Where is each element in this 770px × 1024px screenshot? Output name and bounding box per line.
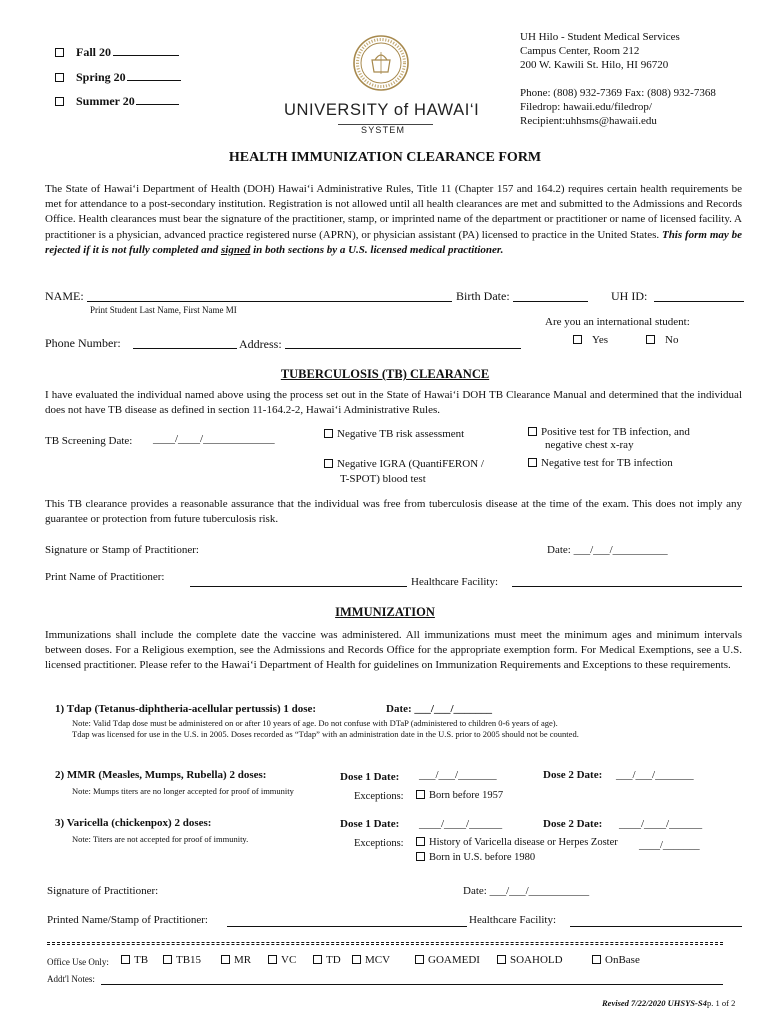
- mmr-dose1-label: Dose 1 Date:: [340, 771, 400, 783]
- imm-heading: IMMUNIZATION: [335, 605, 435, 619]
- history-varicella-date[interactable]: ____/_______: [639, 840, 700, 851]
- tb-opt-negative-risk[interactable]: [324, 428, 464, 440]
- tb-screening-label: TB Screening Date:: [45, 435, 133, 447]
- tb-assurance: This TB clearance provides a reasonable assurance that the individual was free from tuberculosis disease at the time of the exam. This does not imply any guarantee or protection from future tuberculosis risk.: [45, 498, 742, 526]
- summer-checkbox[interactable]: [55, 97, 64, 106]
- name-hint: Print Student Last Name, First Name MI: [90, 305, 237, 315]
- summer-label: Summer 20: [76, 94, 135, 108]
- office-onbase-checkbox[interactable]: [592, 955, 601, 964]
- office-use-label: Office Use Only:: [47, 957, 109, 967]
- tdap-date[interactable]: Date: ___/___/_______: [386, 703, 493, 715]
- born-1957-label: Born before 1957: [429, 790, 504, 801]
- name-field[interactable]: [87, 301, 452, 302]
- intl-question: Are you an international student:: [545, 316, 690, 328]
- imm-printed-name-label: Printed Name/Stamp of Practitioner:: [47, 914, 208, 926]
- office-td[interactable]: TD: [313, 954, 341, 966]
- contact-line-3: 200 W. Kawili St. Hilo, HI 96720: [520, 59, 669, 71]
- intro-emphasis-signed: signed: [220, 243, 251, 256]
- mmr-dose2-date[interactable]: ___/___/_______: [616, 769, 694, 781]
- history-varicella-option[interactable]: [416, 837, 618, 848]
- positive-test-label-2: negative chest x-ray: [545, 439, 634, 451]
- imm-facility-label: Healthcare Facility:: [469, 914, 557, 926]
- fall-checkbox[interactable]: [55, 48, 64, 57]
- intro-emphasis-2: in both sections by a U.S. licensed medical practitioner.: [250, 243, 504, 256]
- tb-print-name-field[interactable]: [190, 586, 407, 587]
- spring-checkbox[interactable]: [55, 73, 64, 82]
- tb-screening-date[interactable]: ____/____/_____________: [153, 433, 275, 445]
- intl-no-checkbox[interactable]: [646, 335, 655, 344]
- tb-signature-label: Signature or Stamp of Practitioner:: [45, 544, 199, 556]
- office-mr[interactable]: MR: [221, 954, 251, 966]
- tdap-note-2: Tdap was licensed for use in the U.S. in 2005. Doses recorded as “Tdap” with an administration date in the U.S. prior to 2005 should not be counted.: [72, 729, 579, 739]
- office-vc-checkbox[interactable]: [268, 955, 277, 964]
- form-title: HEALTH IMMUNIZATION CLEARANCE FORM: [228, 150, 542, 165]
- mmr-dose2-label: Dose 2 Date:: [543, 769, 603, 781]
- term-summer[interactable]: [55, 94, 179, 109]
- office-mcv-checkbox[interactable]: [352, 955, 361, 964]
- tb-print-name-label: Print Name of Practitioner:: [45, 571, 165, 583]
- var-dose1-label: Dose 1 Date:: [340, 818, 400, 830]
- imm-date[interactable]: Date: ___/___/___________: [463, 885, 590, 897]
- var-dose2-date[interactable]: ____/____/______: [619, 818, 703, 830]
- intro-text: The State of Hawai‘i Department of Health (DOH) Hawai‘i Administrative Rules, Title 11 (Chapter 157 and 164.2) requires certain health requirements be met for attendance to a post-secondary institution. Registration is not allowed until all health clearances are met and submitted to the Admissions and Records Office. Health clearances must bear the signature of the practitioner, stamp, or imprinted name of the department or practitioner or name of licensed facility. A practitioner is a physician, advanced practice registered nurse (APRN), or physician assistant (PA) licensed to practice in the United States.: [45, 183, 742, 241]
- office-tb-checkbox[interactable]: [121, 955, 130, 964]
- negative-risk-checkbox[interactable]: [324, 429, 333, 438]
- address-label: Address:: [239, 337, 282, 351]
- tb-opt-igra[interactable]: [324, 457, 484, 487]
- negative-test-checkbox[interactable]: [528, 458, 537, 467]
- phone-field[interactable]: [133, 348, 237, 349]
- contact-block: [520, 30, 716, 128]
- positive-test-checkbox[interactable]: [528, 427, 537, 436]
- summer-year-field[interactable]: [136, 94, 179, 105]
- imm-printed-name-field[interactable]: [227, 926, 467, 927]
- intro-emphasis-1: This form may be rejected if it is not fully completed and: [45, 228, 742, 256]
- office-onbase[interactable]: OnBase: [592, 954, 640, 966]
- university-seal-icon: [352, 30, 410, 96]
- history-varicella-label: History of Varicella disease or Herpes Zoster: [429, 837, 618, 848]
- office-goamedi[interactable]: GOAMEDI: [415, 954, 480, 966]
- birth-date-label: Birth Date:: [456, 289, 510, 303]
- varicella-note: Note: Titers are not accepted for proof of immunity.: [72, 834, 249, 844]
- igra-label-2: T-SPOT) blood test: [340, 473, 426, 485]
- contact-filedrop: Filedrop: hawaii.edu/filedrop/: [520, 101, 652, 113]
- var-dose1-date[interactable]: ____/____/______: [419, 818, 503, 830]
- fall-year-field[interactable]: [113, 45, 179, 56]
- var-dose2-label: Dose 2 Date:: [543, 818, 603, 830]
- uh-id-field[interactable]: [654, 301, 744, 302]
- imm-facility-field[interactable]: [570, 926, 742, 927]
- igra-label: Negative IGRA (QuantiFERON /: [337, 458, 484, 470]
- term-fall[interactable]: [55, 45, 179, 60]
- office-goamedi-checkbox[interactable]: [415, 955, 424, 964]
- born-1980-checkbox[interactable]: [416, 852, 425, 861]
- born-1957-checkbox[interactable]: [416, 790, 425, 799]
- contact-line-2: Campus Center, Room 212: [520, 45, 640, 57]
- imm-signature-label: Signature of Practitioner:: [47, 885, 159, 897]
- intro-paragraph: [45, 182, 742, 258]
- phone-label: Phone Number:: [45, 336, 121, 350]
- imm-paragraph: Immunizations shall include the complete date the vaccine was administered. All immunizations must meet the minimum ages and minimum intervals between doses. For a Religious exemption, see the Admissions and Records Office for the appropriate exemption form. For Medical Exemptions, see a U.S. licensed practitioner. Please refer to the Hawai‘i Department of Health for guidelines on Immunization Requirements and Exceptions to these requirements.: [45, 629, 742, 672]
- igra-checkbox[interactable]: [324, 459, 333, 468]
- positive-test-label: Positive test for TB infection, and: [541, 426, 690, 438]
- var-exceptions-label: Exceptions:: [354, 838, 404, 849]
- office-notes-label: Addt'l Notes:: [47, 974, 95, 984]
- mmr-exceptions-label: Exceptions:: [354, 791, 404, 802]
- tdap-note-1: Note: Valid Tdap dose must be administered on or after 10 years of age. Do not confuse with DTaP (administered to children 0-6 years of age).: [72, 718, 558, 728]
- office-td-checkbox[interactable]: [313, 955, 322, 964]
- office-vc[interactable]: VC: [268, 954, 296, 966]
- uh-id-label: UH ID:: [611, 289, 648, 303]
- office-soahold[interactable]: SOAHOLD: [497, 954, 563, 966]
- tb-opt-positive-test[interactable]: [528, 426, 690, 452]
- negative-test-label: Negative test for TB infection: [541, 457, 673, 469]
- intl-yes[interactable]: [573, 334, 608, 346]
- varicella-label: 3) Varicella (chickenpox) 2 doses:: [55, 817, 212, 829]
- born-1980-label: Born in U.S. before 1980: [429, 852, 536, 863]
- office-mcv[interactable]: MCV: [352, 954, 390, 966]
- tdap-label: 1) Tdap (Tetanus-diphtheria-acellular pertussis) 1 dose:: [55, 703, 317, 715]
- born-1957-option[interactable]: [416, 790, 503, 801]
- mmr-label: 2) MMR (Measles, Mumps, Rubella) 2 doses:: [55, 769, 267, 781]
- office-tb15-checkbox[interactable]: [163, 955, 172, 964]
- office-tb15[interactable]: TB15: [163, 954, 201, 966]
- intl-no[interactable]: [646, 334, 678, 346]
- tb-opt-negative-test[interactable]: [528, 457, 673, 469]
- address-field[interactable]: [285, 348, 521, 349]
- fall-label: Fall 20: [76, 45, 111, 59]
- birth-date-field[interactable]: [513, 301, 588, 302]
- tb-facility-field[interactable]: [512, 586, 742, 587]
- office-mr-checkbox[interactable]: [221, 955, 230, 964]
- spring-label: Spring 20: [76, 70, 126, 84]
- mmr-dose1-date[interactable]: ___/___/_______: [419, 769, 497, 781]
- university-name: UNIVERSITY of HAWAI‘I: [284, 101, 480, 119]
- born-1980-option[interactable]: [416, 852, 535, 863]
- office-divider: [47, 942, 723, 943]
- contact-recipient: Recipient:uhhsms@hawaii.edu: [520, 115, 657, 127]
- tb-paragraph: I have evaluated the individual named above using the process set out in the State of Hawai‘i DOH TB Clearance Manual and determined that the individual does not have TB disease as defined in section 11-164.2-2, Hawai‘i Administrative Rules.: [45, 389, 742, 417]
- tb-date[interactable]: Date: ___/___/__________: [547, 544, 668, 556]
- contact-line-1: UH Hilo - Student Medical Services: [520, 31, 680, 43]
- office-tb[interactable]: TB: [121, 954, 148, 966]
- negative-risk-label: Negative TB risk assessment: [337, 428, 465, 440]
- history-varicella-checkbox[interactable]: [416, 837, 425, 846]
- contact-phone: Phone: (808) 932-7369 Fax: (808) 932-7368: [520, 87, 716, 99]
- intl-yes-label: Yes: [592, 334, 609, 346]
- university-system: SYSTEM: [361, 125, 406, 135]
- term-spring[interactable]: [55, 70, 181, 85]
- spring-year-field[interactable]: [127, 70, 181, 81]
- name-label: NAME:: [45, 289, 84, 303]
- tb-heading: TUBERCULOSIS (TB) CLEARANCE: [280, 367, 490, 381]
- intl-no-label: No: [665, 334, 679, 346]
- mmr-note: Note: Mumps titers are no longer accepted for proof of immunity: [72, 786, 294, 796]
- intl-yes-checkbox[interactable]: [573, 335, 582, 344]
- office-soahold-checkbox[interactable]: [497, 955, 506, 964]
- footer-page: p. 1 of 2: [707, 998, 736, 1008]
- footer-revised: Revised 7/22/2020 UHSYS-S4: [602, 998, 707, 1008]
- office-notes-field[interactable]: [101, 984, 723, 985]
- tb-facility-label: Healthcare Facility:: [411, 576, 499, 588]
